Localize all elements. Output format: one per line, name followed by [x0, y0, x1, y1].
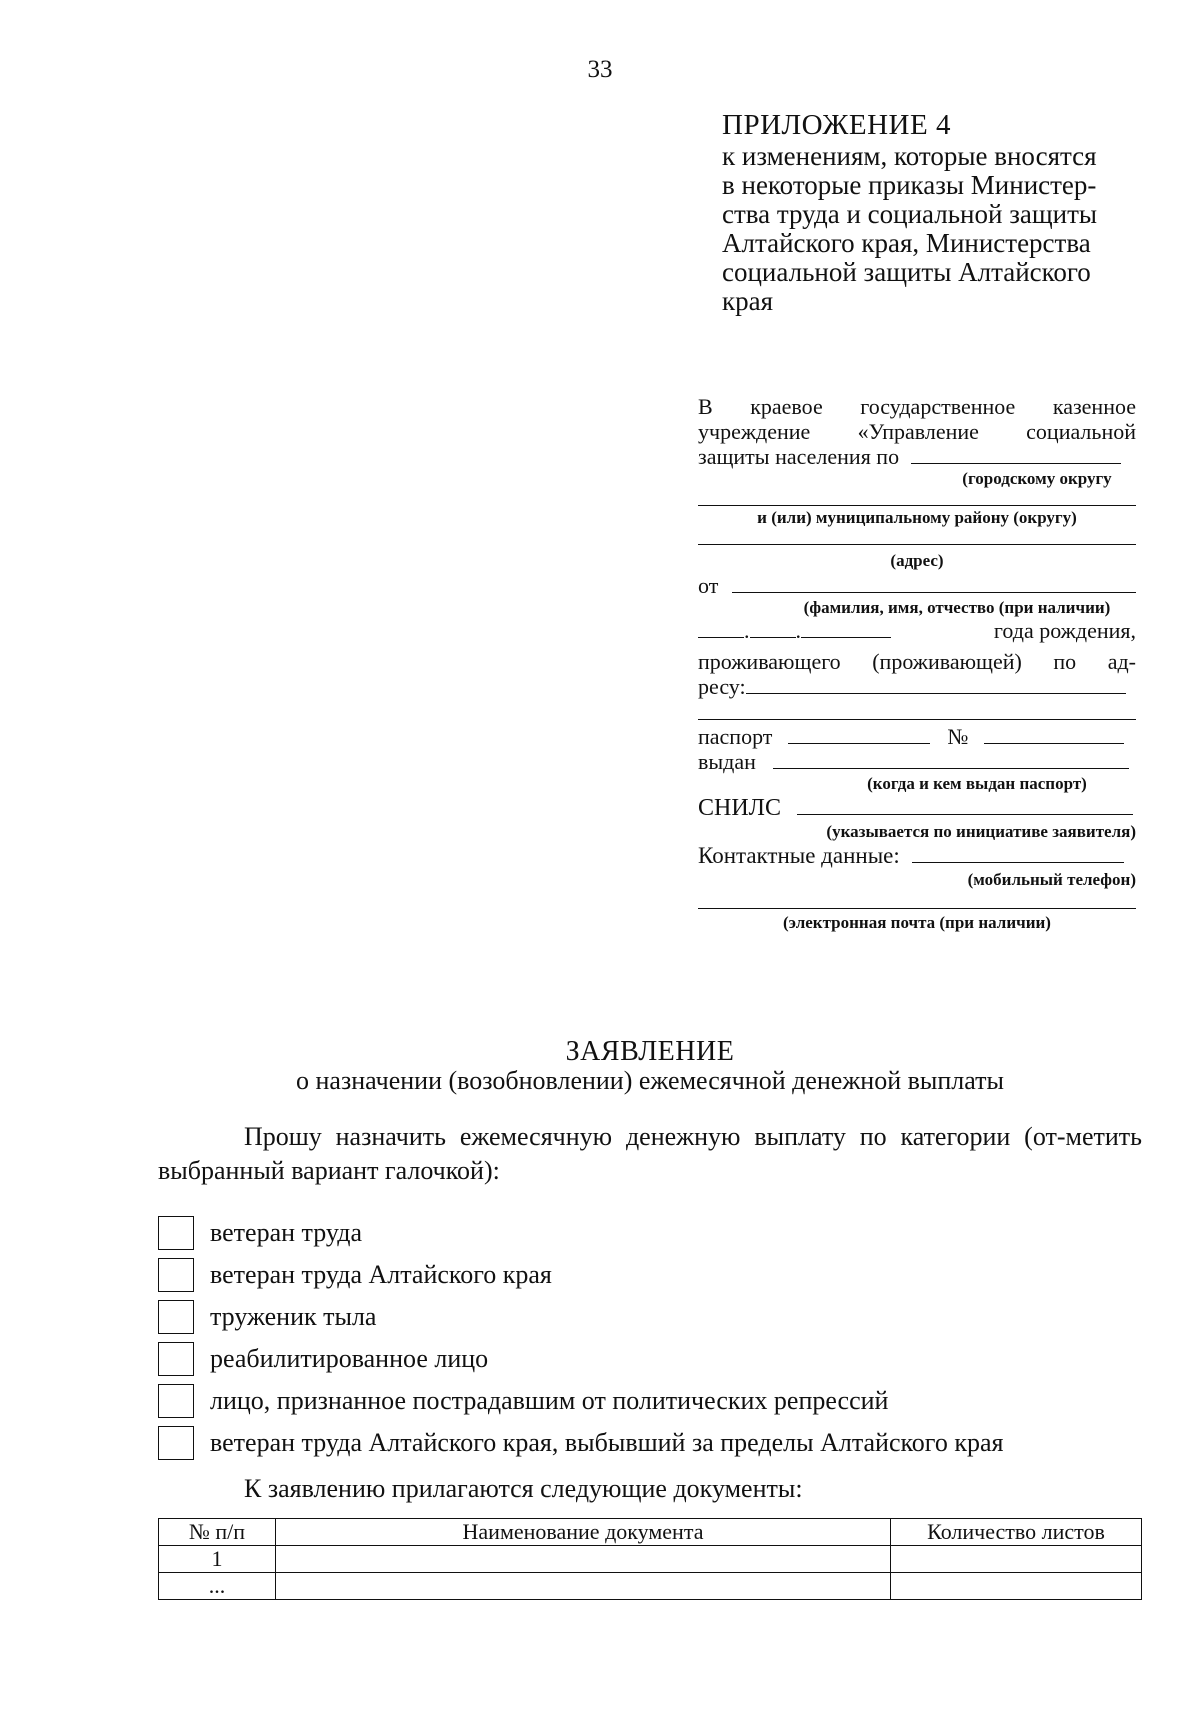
header-number: № п/п [159, 1519, 276, 1546]
district-field[interactable] [911, 445, 1121, 464]
header-pages: Количество листов [891, 1519, 1142, 1546]
passport-issued-field[interactable] [773, 750, 1129, 769]
category-checkbox[interactable] [158, 1258, 194, 1292]
appendix-block [722, 108, 1142, 316]
contacts-label: Контактные данные: [698, 843, 900, 868]
fio-field[interactable] [732, 574, 1136, 593]
table-header-row [159, 1519, 1142, 1546]
category-checkbox[interactable] [158, 1216, 194, 1250]
caption-fio: (фамилия, имя, отчество (при наличии) [803, 598, 1111, 617]
row-document-cell[interactable] [276, 1573, 891, 1600]
statement-subheading: о назначении (возобновлении) ежемесячной денежной выплаты [296, 1066, 1004, 1095]
row-number: 1 [159, 1546, 276, 1573]
table-row [159, 1546, 1142, 1573]
row-document-cell[interactable] [276, 1546, 891, 1573]
category-option[interactable] [158, 1258, 1158, 1292]
residing-line-2: ресу: [698, 674, 746, 699]
district-field-2[interactable] [698, 489, 1136, 506]
row-pages-cell[interactable] [891, 1573, 1142, 1600]
issued-label: выдан [698, 749, 756, 774]
header-document: Наименование документа [276, 1519, 891, 1546]
category-checkbox[interactable] [158, 1342, 194, 1376]
category-label: ветеран труда Алтайского края [210, 1260, 552, 1289]
birth-label: года рождения, [993, 618, 1136, 643]
from-label: от [698, 573, 719, 598]
passport-number-field[interactable] [984, 725, 1124, 744]
caption-issued: (когда и кем выдан паспорт) [867, 774, 1087, 793]
caption-phone: (мобильный телефон) [967, 870, 1136, 889]
category-label: лицо, признанное пострадавшим от политических репрессий [210, 1386, 889, 1415]
addressee-line-2: учреждение «Управление социальной [698, 419, 1136, 444]
phone-field[interactable] [912, 844, 1124, 863]
statement-heading: ЗАЯВЛЕНИЕ [565, 1036, 735, 1067]
number-label: № [947, 724, 969, 749]
birth-day-field[interactable] [698, 619, 744, 638]
category-option[interactable] [158, 1426, 1158, 1460]
category-checkbox[interactable] [158, 1426, 194, 1460]
category-label: ветеран труда Алтайского края, выбывший за пределы Алтайского края [210, 1428, 1004, 1457]
addressee-form: В краевое государственное казенное учреждение «Управление социальной защиты населения по (городскому округу и (или) муниципальному району (округу) (адрес) от (фамилия, имя, отчество (при наличии) . . года рождения, проживающего (проживающей) по ад- ресу: паспорт № выдан (когда и кем выдан паспорт) СНИЛС (указывается по инициативе заявителя) Контактные данные: (мобильный телефон) (электронная почта (при наличии) [698, 394, 1136, 933]
documents-table [158, 1518, 1142, 1600]
appendix-line: в некоторые приказы Министер- [722, 170, 1097, 200]
category-option[interactable] [158, 1342, 1158, 1376]
category-checkbox[interactable] [158, 1384, 194, 1418]
row-number: ... [159, 1573, 276, 1600]
category-label: труженик тыла [210, 1302, 377, 1331]
addressee-line-3: защиты населения по [698, 444, 900, 469]
appendix-line: ства труда и социальной защиты [722, 199, 1098, 229]
residence-address-field-2[interactable] [698, 699, 1136, 720]
category-label: реабилитированное лицо [210, 1344, 489, 1373]
category-option[interactable] [158, 1384, 1158, 1418]
appendix-line: Алтайского края, Министерства [722, 228, 1091, 258]
page-number: 33 [587, 56, 613, 83]
residing-line: проживающего (проживающей) по ад- [698, 649, 1136, 674]
email-field[interactable] [698, 890, 1136, 909]
addressee-line-1: В краевое государственное казенное [698, 394, 1136, 419]
category-label: ветеран труда [210, 1218, 362, 1247]
residence-address-field[interactable] [746, 675, 1126, 694]
appendix-line: к изменениям, которые вносятся [722, 141, 1097, 171]
caption-snils: (указывается по инициативе заявителя) [826, 822, 1136, 841]
request-paragraph: Прошу назначить ежемесячную денежную выплату по категории (от-метить выбранный вариант галочкой): [158, 1122, 1142, 1185]
appendix-line: социальной защиты Алтайского [722, 257, 1091, 287]
appendix-title: ПРИЛОЖЕНИЕ 4 [722, 109, 951, 141]
caption-district: и (или) муниципальному району (округу) [757, 508, 1077, 527]
passport-series-field[interactable] [788, 725, 930, 744]
address-field[interactable] [698, 528, 1136, 545]
category-option[interactable] [158, 1216, 1158, 1250]
birth-month-field[interactable] [750, 619, 796, 638]
category-option[interactable] [158, 1300, 1158, 1334]
snils-label: СНИЛС [698, 795, 781, 821]
appendix-line: края [722, 286, 774, 316]
category-checkbox[interactable] [158, 1300, 194, 1334]
documents-intro: К заявлению прилагаются следующие документы: [244, 1474, 803, 1503]
caption-city: (городскому округу [962, 469, 1112, 488]
passport-label: паспорт [698, 724, 773, 749]
table-row [159, 1573, 1142, 1600]
caption-email: (электронная почта (при наличии) [783, 913, 1051, 932]
birth-year-field[interactable] [801, 619, 891, 638]
caption-address: (адрес) [890, 551, 944, 570]
snils-field[interactable] [797, 796, 1133, 815]
row-pages-cell[interactable] [891, 1546, 1142, 1573]
